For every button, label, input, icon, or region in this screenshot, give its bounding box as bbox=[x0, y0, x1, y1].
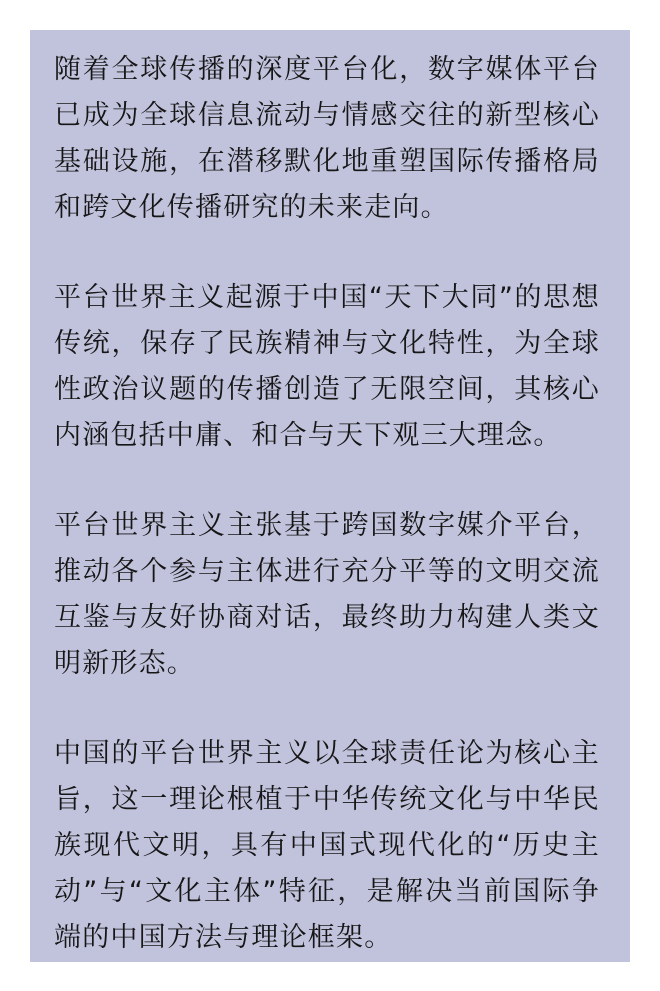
paragraph-2: 平台世界主义起源于中国“天下大同”的思想传统，保存了民族精神与文化特性，为全球性政治议题的传播创造了无限空间，其核心内涵包括中庸、和合与天下观三大理念。 bbox=[54, 282, 600, 451]
paragraph-1: 随着全球传播的深度平台化，数字媒体平台已成为全球信息流动与情感交往的新型核心基础设施，在潜移默化地重塑国际传播格局和跨文化传播研究的未来走向。 bbox=[54, 54, 600, 223]
text-card bbox=[30, 30, 630, 962]
paragraph-4: 中国的平台世界主义以全球责任论为核心主旨，这一理论根植于中华传统文化与中华民族现代文明，具有中国式现代化的“历史主动”与“文化主体”特征，是解决当前国际争端的中国方法与理论框架。 bbox=[54, 738, 600, 953]
paragraph-3: 平台世界主义主张基于跨国数字媒介平台，推动各个参与主体进行充分平等的文明交流互鉴与友好协商对话，最终助力构建人类文明新形态。 bbox=[54, 510, 600, 679]
